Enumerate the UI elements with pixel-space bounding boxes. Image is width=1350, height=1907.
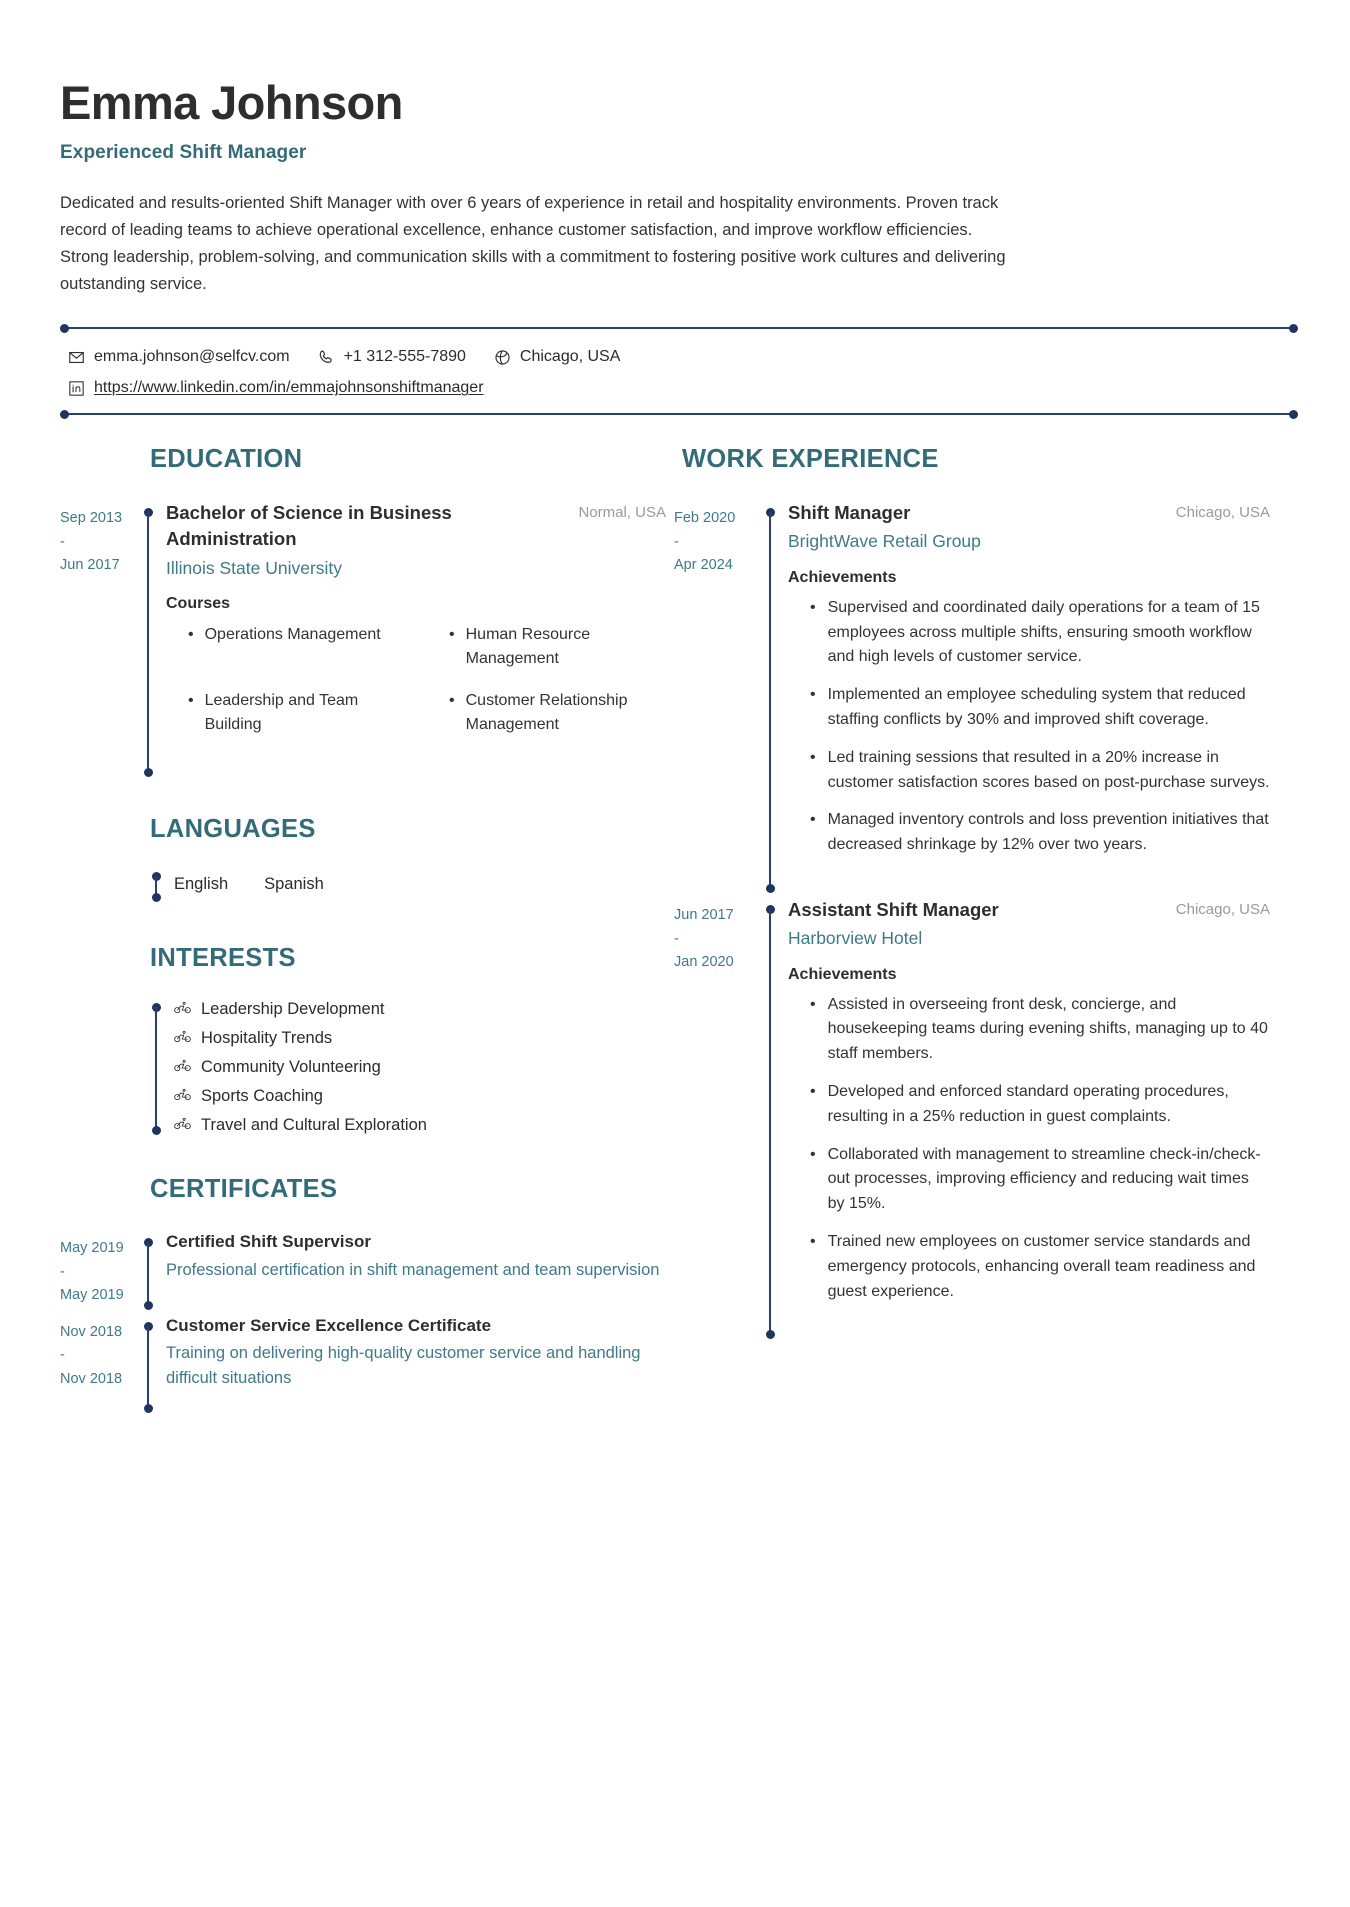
interests-entry [150, 999, 666, 1135]
bicycle-icon [174, 1087, 191, 1106]
bullet-icon: • [188, 692, 194, 710]
achievements-list [788, 993, 1270, 1305]
linkedin-icon [68, 380, 85, 397]
certificate-timeline [142, 1314, 156, 1411]
work-company: Harborview Hotel [788, 928, 923, 949]
contact-block [60, 327, 1290, 415]
contact-linkedin[interactable] [68, 379, 484, 397]
languages-timeline [150, 870, 164, 904]
work-date-dash: - [674, 930, 679, 947]
timeline-dot-bottom [144, 768, 153, 777]
header [60, 78, 1290, 297]
work-company: BrightWave Retail Group [788, 531, 981, 552]
achievement-item [788, 746, 1270, 796]
bicycle-icon [174, 1029, 191, 1048]
interests-list [174, 999, 427, 1135]
achievement-text: Implemented an employee scheduling system that reduced staffing conflicts by 30% and improved shift coverage. [827, 686, 1246, 729]
contact-rows [60, 329, 1290, 413]
certificate-body [166, 1314, 666, 1411]
bullet-icon: • [449, 692, 455, 710]
work-date-dash: - [674, 533, 679, 550]
certificate-timeline [142, 1230, 156, 1307]
achievement-text: Assisted in overseeing front desk, concierge, and housekeeping teams during evening shifts, managing up to 40 staff members. [827, 995, 1268, 1063]
work-head [788, 500, 1270, 526]
contact-line-primary [68, 348, 1290, 366]
bullet-icon: • [810, 748, 816, 766]
certificate-title: Certified Shift Supervisor [166, 1232, 371, 1252]
timeline-dot-bottom [144, 1301, 153, 1310]
timeline-line [147, 512, 149, 773]
certificate-title: Customer Service Excellence Certificate [166, 1315, 492, 1335]
courses-label: Courses [166, 595, 231, 613]
phone-icon [318, 349, 335, 366]
bullet-icon: • [810, 1145, 816, 1163]
timeline-dot-bottom [152, 1126, 161, 1135]
interest-item [174, 1116, 427, 1135]
timeline-dot-bottom [144, 1404, 153, 1413]
achievement-item [788, 683, 1270, 733]
achievement-text: Managed inventory controls and loss prevention initiatives that decreased shrinkage by 12% over two years. [827, 811, 1269, 854]
work-dates [674, 500, 764, 891]
education-location: Normal, USA [578, 504, 666, 522]
email-icon [68, 349, 85, 366]
bicycle-icon [174, 1000, 191, 1019]
certificate-start-date: Nov 2018 [60, 1323, 123, 1340]
achievement-item [788, 808, 1270, 858]
contact-phone-text: +1 312-555-7890 [343, 348, 466, 366]
education-school: Illinois State University [166, 557, 343, 578]
interests-timeline [150, 999, 164, 1135]
achievements-label: Achievements [788, 965, 897, 983]
contact-phone[interactable] [318, 348, 466, 366]
contact-divider-top [68, 327, 1290, 329]
content-columns [60, 445, 1290, 1451]
work-experience-section [674, 445, 1270, 1337]
work-body [788, 897, 1270, 1337]
education-date-dash: - [60, 533, 65, 550]
certificate-dates [60, 1230, 142, 1307]
languages-list [174, 870, 324, 894]
certificate-dates [60, 1314, 142, 1411]
timeline-dot-bottom [766, 884, 775, 893]
course-item [427, 623, 666, 671]
certificate-date-dash: - [60, 1347, 65, 1364]
work-location: Chicago, USA [1175, 901, 1270, 919]
bicycle-icon [174, 1058, 191, 1077]
course-label: Leadership and Team Building [204, 692, 359, 734]
timeline-line [155, 1007, 157, 1127]
education-degree: Bachelor of Science in Business Administration [166, 502, 452, 550]
certificate-description: Training on delivering high-quality customer service and handling difficult situations [166, 1344, 641, 1387]
achievement-item [788, 596, 1270, 670]
contact-email-text: emma.johnson@selfcv.com [94, 348, 290, 366]
work-dates [674, 897, 764, 1337]
contact-divider-bottom [68, 413, 1290, 415]
achievement-item [788, 1080, 1270, 1130]
course-label: Customer Relationship Management [465, 692, 628, 734]
work-timeline [764, 897, 778, 1337]
certificate-end-date: Nov 2018 [60, 1370, 123, 1387]
interest-label: Sports Coaching [201, 1087, 323, 1106]
education-end-date: Jun 2017 [60, 557, 120, 574]
work-entry [674, 897, 1270, 1337]
courses-list [166, 623, 666, 755]
work-location: Chicago, USA [1175, 504, 1270, 522]
achievements-label: Achievements [788, 568, 897, 586]
certificates-section [60, 1175, 666, 1411]
contact-linkedin-text: https://www.linkedin.com/in/emmajohnsonshiftmanager [94, 379, 484, 397]
achievement-text: Collaborated with management to streamline check-in/check-out processes, improving efficiency and reducing wait times by 15%. [827, 1145, 1261, 1213]
education-section [60, 445, 666, 775]
education-head [166, 500, 666, 553]
work-start-date: Feb 2020 [674, 510, 736, 527]
interest-item [174, 1058, 427, 1077]
timeline-line [769, 512, 771, 889]
languages-section [60, 815, 666, 904]
professional-summary: Dedicated and results-oriented Shift Manager with over 6 years of experience in retail and hospitality environments. Proven track record of leading teams to achieve operational excellence, enhance customer satisfaction, and improve workflow efficiencies. Strong leadership, problem-solving, and communication skills with a commitment to fostering positive work cultures and delivering outstanding service. [60, 194, 1006, 293]
contact-location-text: Chicago, USA [519, 348, 621, 366]
education-body [166, 500, 666, 775]
contact-location [494, 348, 621, 366]
work-entry [674, 500, 1270, 891]
bullet-icon: • [449, 626, 455, 644]
bullet-icon: • [810, 598, 816, 616]
interest-label: Travel and Cultural Exploration [201, 1116, 427, 1135]
work-experience-heading: WORK EXPERIENCE [682, 445, 939, 474]
language-item: English [174, 875, 229, 894]
interests-body [60, 999, 666, 1135]
work-job-title: Shift Manager [788, 502, 911, 524]
bullet-icon: • [188, 626, 194, 644]
bicycle-icon [174, 1116, 191, 1135]
education-entry [60, 500, 666, 775]
contact-line-secondary [68, 379, 1290, 397]
bullet-icon: • [810, 811, 816, 829]
languages-heading: LANGUAGES [150, 815, 316, 844]
bullet-icon: • [810, 1083, 816, 1101]
certificate-entry [60, 1314, 666, 1411]
interest-label: Leadership Development [201, 1000, 385, 1019]
achievement-item [788, 993, 1270, 1067]
work-body [788, 500, 1270, 891]
achievement-text: Supervised and coordinated daily operations for a team of 15 employees across multiple shifts, ensuring smooth workflow and high levels of customer service. [827, 598, 1260, 666]
timeline-dot-bottom [766, 1330, 775, 1339]
interest-label: Hospitality Trends [201, 1029, 333, 1048]
timeline-line [147, 1242, 149, 1305]
right-column [666, 445, 1270, 1377]
languages-body [60, 870, 666, 904]
course-item [427, 689, 666, 737]
work-end-date: Apr 2024 [674, 557, 733, 574]
education-dates [60, 500, 142, 775]
candidate-job-title: Experienced Shift Manager [60, 142, 307, 164]
certificate-start-date: May 2019 [60, 1240, 124, 1257]
globe-icon [494, 349, 511, 366]
candidate-name: Emma Johnson [60, 76, 403, 129]
achievements-list [788, 596, 1270, 858]
certificate-description: Professional certification in shift management and team supervision [166, 1260, 660, 1279]
languages-entry [150, 870, 666, 904]
course-label: Operations Management [204, 626, 381, 644]
bullet-icon: • [810, 686, 816, 704]
bullet-icon: • [810, 1233, 816, 1251]
work-start-date: Jun 2017 [674, 907, 734, 924]
work-timeline [764, 500, 778, 891]
course-item [166, 689, 405, 737]
achievement-item [788, 1230, 1270, 1304]
achievement-text: Led training sessions that resulted in a 20% increase in customer satisfaction scores based on post-purchase surveys. [827, 748, 1270, 791]
education-timeline [142, 500, 156, 775]
course-item [166, 623, 405, 671]
achievement-item [788, 1143, 1270, 1217]
interests-section [60, 944, 666, 1135]
certificate-entry [60, 1230, 666, 1307]
work-head [788, 897, 1270, 923]
timeline-line [147, 1326, 149, 1409]
work-job-title: Assistant Shift Manager [788, 899, 999, 921]
interest-item [174, 1000, 427, 1019]
interest-label: Community Volunteering [201, 1058, 381, 1077]
certificate-date-dash: - [60, 1263, 65, 1280]
course-label: Human Resource Management [465, 626, 591, 668]
certificates-heading: CERTIFICATES [150, 1175, 338, 1204]
bullet-icon: • [810, 995, 816, 1013]
certificate-body [166, 1230, 666, 1307]
left-column [60, 445, 666, 1451]
achievement-text: Developed and enforced standard operating procedures, resulting in a 25% reduction in guest complaints. [827, 1083, 1229, 1125]
timeline-dot-bottom [152, 893, 161, 902]
interest-item [174, 1087, 427, 1106]
language-item: Spanish [264, 875, 324, 894]
education-start-date: Sep 2013 [60, 510, 123, 527]
certificate-end-date: May 2019 [60, 1287, 124, 1304]
work-end-date: Jan 2020 [674, 954, 734, 970]
interests-heading: INTERESTS [150, 944, 296, 973]
achievement-text: Trained new employees on customer service standards and emergency protocols, enhancing overall team readiness and guest experience. [827, 1233, 1256, 1300]
timeline-line [769, 909, 771, 1335]
interest-item [174, 1029, 427, 1048]
education-heading: EDUCATION [150, 445, 303, 474]
contact-email[interactable] [68, 348, 290, 366]
